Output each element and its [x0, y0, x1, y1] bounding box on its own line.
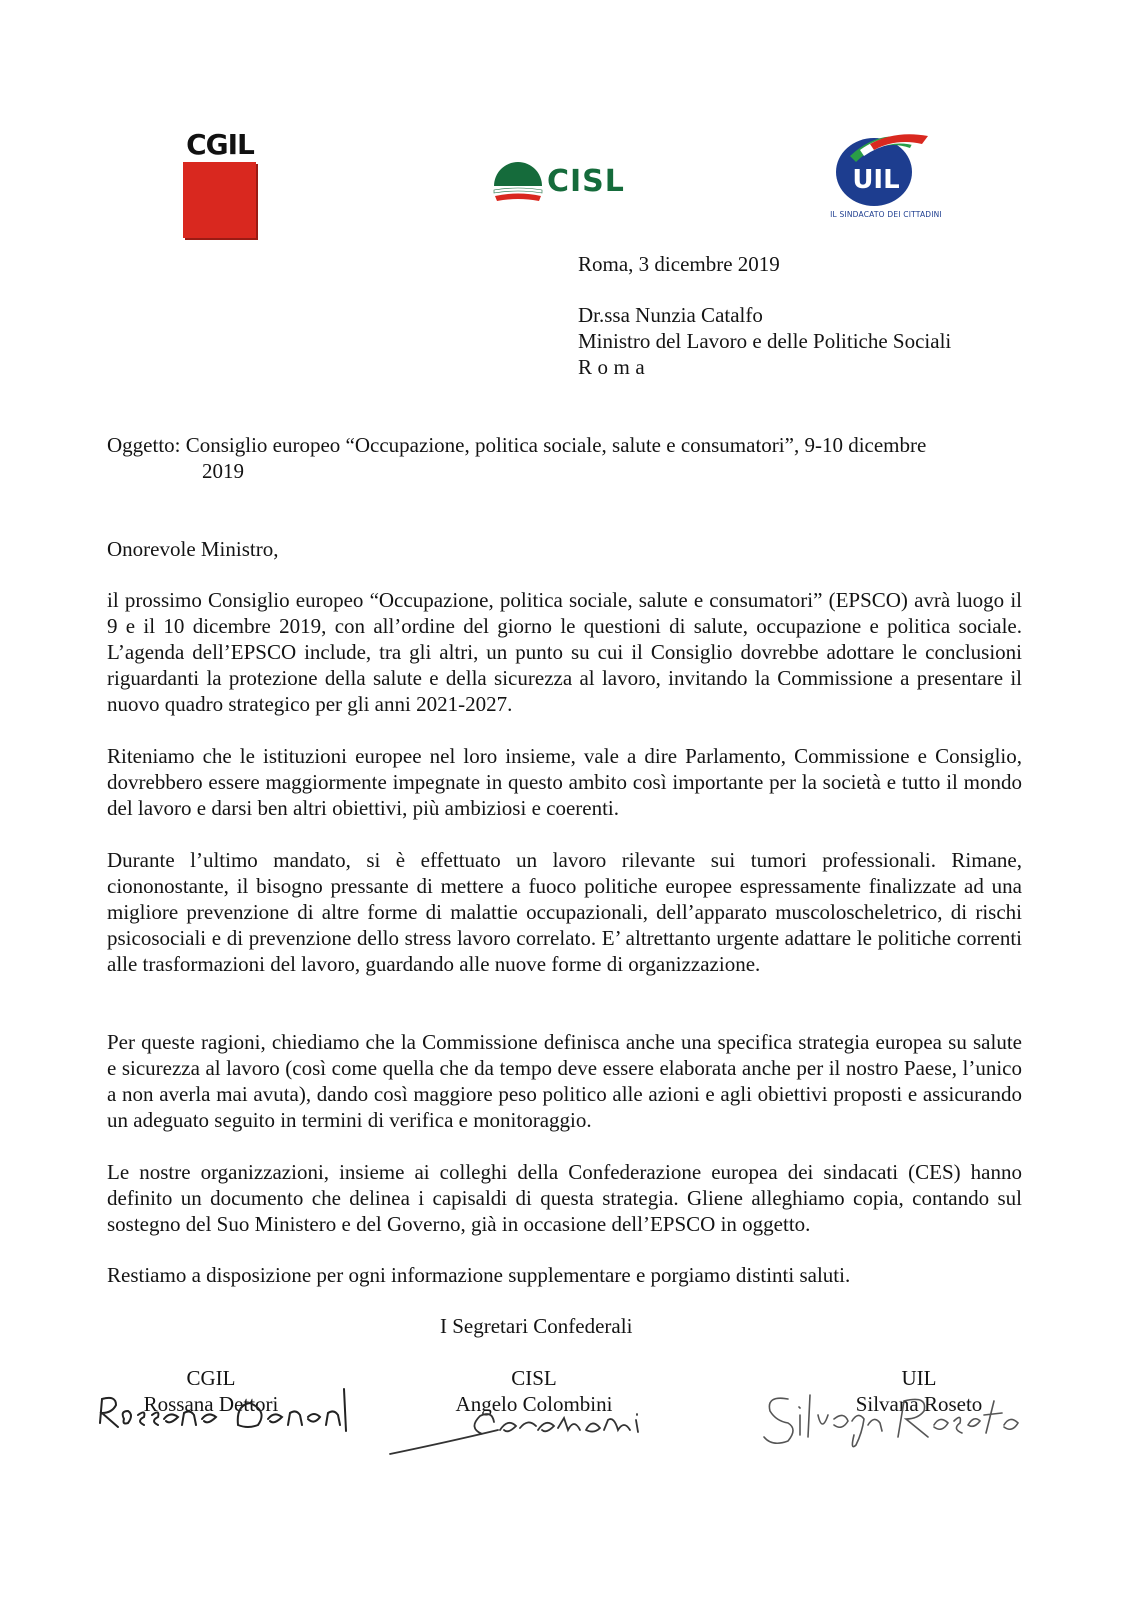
cisl-logo — [492, 156, 642, 212]
cisl-logo-text: CISL — [547, 164, 625, 199]
signatory-name: Silvana Roseto — [855, 1392, 983, 1416]
subject-line — [107, 432, 1022, 484]
cgil-logo-text: CGIL — [186, 128, 254, 161]
handwritten-signature-cgil — [98, 1385, 348, 1440]
cgil-logo — [181, 130, 259, 240]
body-paragraph: Durante l’ultimo mandato, si è effettuato un lavoro rilevante sui tumori professionali. Rimane, ciononostante, il bisogno pressante di mettere a fuoco politiche europee espressamente finalizzate ad una migliore prevenzione di altre forme di malattie occupazionali, dell’apparato muscoloscheletrico, di rischi psicosociali e di prevenzione dello stress lavoro correlato. E’ altrettanto urgente adattare le politiche correnti alle trasformazioni del lavoro, guardando alle nuove forme di organizzazione. — [107, 848, 1022, 976]
recipient-role: Ministro del Lavoro e delle Politiche Sociali — [578, 329, 952, 353]
signatory-name: Angelo Colombini — [455, 1392, 613, 1416]
signatory-org: UIL — [901, 1366, 937, 1390]
salutation: Onorevole Ministro, — [107, 537, 279, 561]
recipient-name: Dr.ssa Nunzia Catalfo — [578, 303, 763, 327]
signatory-name: Rossana Dettori — [143, 1392, 279, 1416]
handwritten-signature-cisl — [388, 1400, 658, 1458]
uil-logo — [830, 128, 942, 228]
cisl-emblem-icon — [492, 156, 544, 212]
uil-emblem-icon — [830, 128, 942, 210]
body-paragraph: il prossimo Consiglio europeo “Occupazione, politica sociale, salute e consumatori” (EPSCO) avrà luogo il 9 e il 10 dicembre 2019, con all’ordine del giorno le questioni di salute, occupazione e politica sociale. L’agenda dell’EPSCO include, tra gli altri, un punto su cui il Consiglio dovrebbe adottare le conclusioni riguardanti la protezione della salute e della sicurezza al lavoro, invitando la Commissione a presentare il nuovo quadro strategico per gli anni 2021-2027. — [107, 588, 1022, 716]
letter-date: Roma, 3 dicembre 2019 — [578, 252, 780, 276]
body-paragraph: Per queste ragioni, chiediamo che la Commissione definisca anche una specifica strategia europea su salute e sicurezza al lavoro (così come quella che da tempo deve essere elaborata anche per il nostro Paese, l’unico a non averla mai avuta), dando così maggiore peso politico alle azioni e agli obiettivi proposti e assicurando un adeguato seguito in termini di verifica e monitoraggio. — [107, 1030, 1022, 1132]
subject-text-continued: 2019 — [202, 459, 244, 483]
body-paragraph: Le nostre organizzazioni, insieme ai colleghi della Confederazione europea dei sindacati (CES) hanno definito un documento che delinea i capisaldi di questa strategia. Gliene alleghiamo copia, contando sul sostegno del Suo Ministero e del Governo, già in occasione dell’EPSCO in oggetto. — [107, 1160, 1022, 1236]
uil-tagline: IL SINDACATO DEI CITTADINI — [830, 210, 942, 219]
subject-text: Oggetto: Consiglio europeo “Occupazione, politica sociale, salute e consumatori”, 9-10 dicembre — [107, 433, 927, 457]
recipient-block — [578, 302, 951, 380]
body-paragraph: Riteniamo che le istituzioni europee nel loro insieme, vale a dire Parlamento, Commissione e Consiglio, dovrebbero essere maggiormente impegnate in questo ambito così importante per la società e tutto il mondo del lavoro e darsi ben altri obiettivi, più ambiziosi e coerenti. — [107, 744, 1022, 820]
closing-paragraph: Restiamo a disposizione per ogni informazione supplementare e porgiamo distinti saluti. — [107, 1263, 851, 1287]
recipient-city: Roma — [578, 355, 651, 379]
signatory-org: CISL — [511, 1366, 557, 1390]
cgil-red-square — [183, 162, 256, 238]
handwritten-signature-uil — [758, 1385, 1028, 1455]
uil-logo-text: UIL — [852, 165, 900, 195]
signatory-org: CGIL — [186, 1366, 236, 1390]
signatories-title: I Segretari Confederali — [440, 1314, 633, 1338]
